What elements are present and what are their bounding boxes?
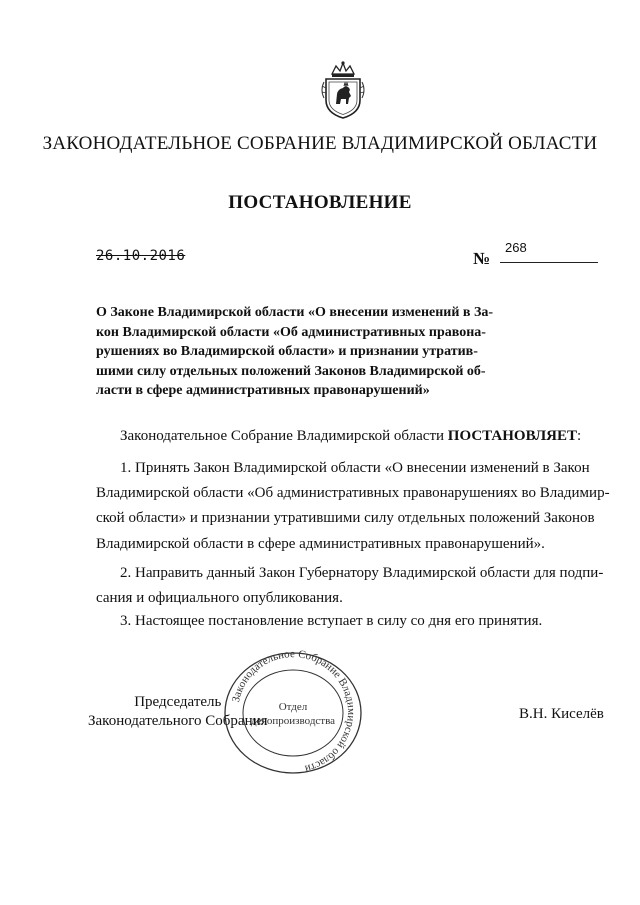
lead-text: Законодательное Собрание Владимирской области [120, 428, 448, 444]
resolution-lead [120, 428, 580, 445]
item-line: сания и официального опубликования. [96, 590, 343, 607]
item-line: 3. Настоящее постановление вступает в силу со дня его принятия. [120, 613, 543, 629]
coat-of-arms-icon [318, 60, 368, 120]
number-underline [500, 262, 598, 263]
item-line: Владимирской области «Об административных правонарушениях во Владимир- [96, 485, 610, 502]
organization-title: ЗАКОНОДАТЕЛЬНОЕ СОБРАНИЕ ВЛАДИМИРСКОЙ ОБЛАСТИ [42, 133, 598, 154]
stamp-center-line-2: делопроизводства [250, 715, 336, 727]
item-line: 2. Направить данный Закон Губернатору Владимирской области для подпи- [120, 565, 604, 581]
stamp-center-line-1: Отдел [278, 701, 308, 713]
resolution-item-2 [96, 561, 604, 611]
document-subject [96, 303, 536, 401]
signatory-title [88, 693, 268, 731]
resolution-item-3 [96, 613, 556, 630]
document-type-title: ПОСТАНОВЛЕНИЕ [228, 192, 412, 213]
lead-colon: : [577, 428, 582, 444]
document-date: 26.10.2016 [96, 248, 186, 264]
subject-line: ласти в сфере административных правонарушений» [96, 383, 430, 398]
document-number: 268 [505, 240, 527, 255]
resolution-item-1 [96, 456, 610, 557]
subject-line: рушениях во Владимирской области» и признании утратив- [96, 344, 478, 359]
lead-keyword: ПОСТАНОВЛЯЕТ [447, 428, 578, 444]
subject-line: О Законе Владимирской области «О внесении изменений в За- [96, 305, 494, 320]
item-line: ской области» и признании утратившими силу отдельных положений Законов [96, 510, 595, 527]
subject-line: кон Владимирской области «Об административных правона- [96, 324, 486, 340]
item-line: Владимирской области в сфере административных правонарушений». [96, 535, 545, 552]
signatory-name: В.Н. Киселёв [519, 706, 604, 722]
stamp-ring-text: Законодательное Собрание Владимирской области [229, 648, 358, 775]
number-sign: № [473, 249, 491, 268]
signatory-title-line: Председатель [134, 694, 222, 710]
subject-line: шими силу отдельных положений Законов Владимирской об- [96, 363, 486, 379]
item-line: 1. Принять Закон Владимирской области «О внесении изменений в Закон [120, 460, 590, 476]
signatory-title-line: Законодательного Собрания [88, 713, 268, 729]
